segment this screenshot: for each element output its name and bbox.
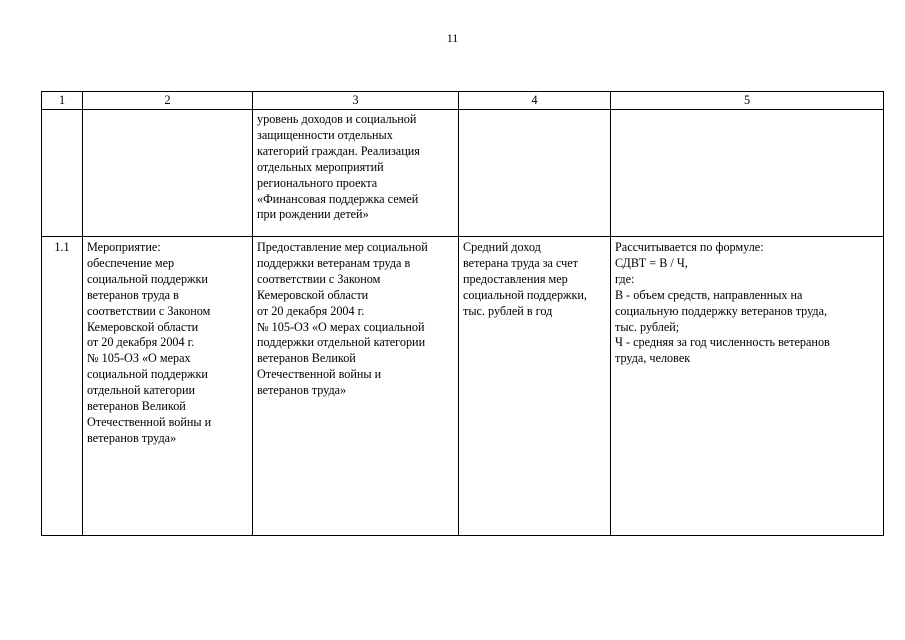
indicator-name-cell [459,110,611,237]
header-cell-2: 2 [83,92,253,110]
row-number-cell: 1.1 [42,237,83,536]
calculation-method-cell [611,110,884,237]
calculation-method-cell: Рассчитывается по формуле: СДВТ = В / Ч, где: В - объем средств, направленных на социальную поддержку ветеранов труда, тыс. рублей; Ч - средняя за год численность ветеранов труда, человек [611,237,884,536]
table-row [42,110,884,237]
page-number: 11 [446,31,459,45]
header-cell-3: 3 [253,92,459,110]
measure-name-cell [83,110,253,237]
header-cell-4: 4 [459,92,611,110]
header-cell-1: 1 [42,92,83,110]
indicator-name-cell: Средний доход ветерана труда за счет предоставления мер социальной поддержки, тыс. рублей в год [459,237,611,536]
measure-name-cell: Мероприятие: обеспечение мер социальной поддержки ветеранов труда в соответствии с Законом Кемеровской области от 20 декабря 2004 г. № 105-ОЗ «О мерах социальной поддержки отдельной категории ветеранов Великой Отечественной войны и ветеранов труда» [83,237,253,536]
indicator-description-cell: Предоставление мер социальной поддержки ветеранам труда в соответствии с Законом Кемеровской области от 20 декабря 2004 г. № 105-ОЗ «О мерах социальной поддержки отдельной категории ветеранов Великой Отечественной войны и ветеранов труда» [253,237,459,536]
header-cell-5: 5 [611,92,884,110]
table-header-row [42,92,884,110]
table-row [42,237,884,536]
document-table [41,91,884,536]
indicator-description-cell: уровень доходов и социальной защищенности отдельных категорий граждан. Реализация отдельных мероприятий регионального проекта «Финансовая поддержка семей при рождении детей» [253,110,459,237]
row-number-cell [42,110,83,237]
